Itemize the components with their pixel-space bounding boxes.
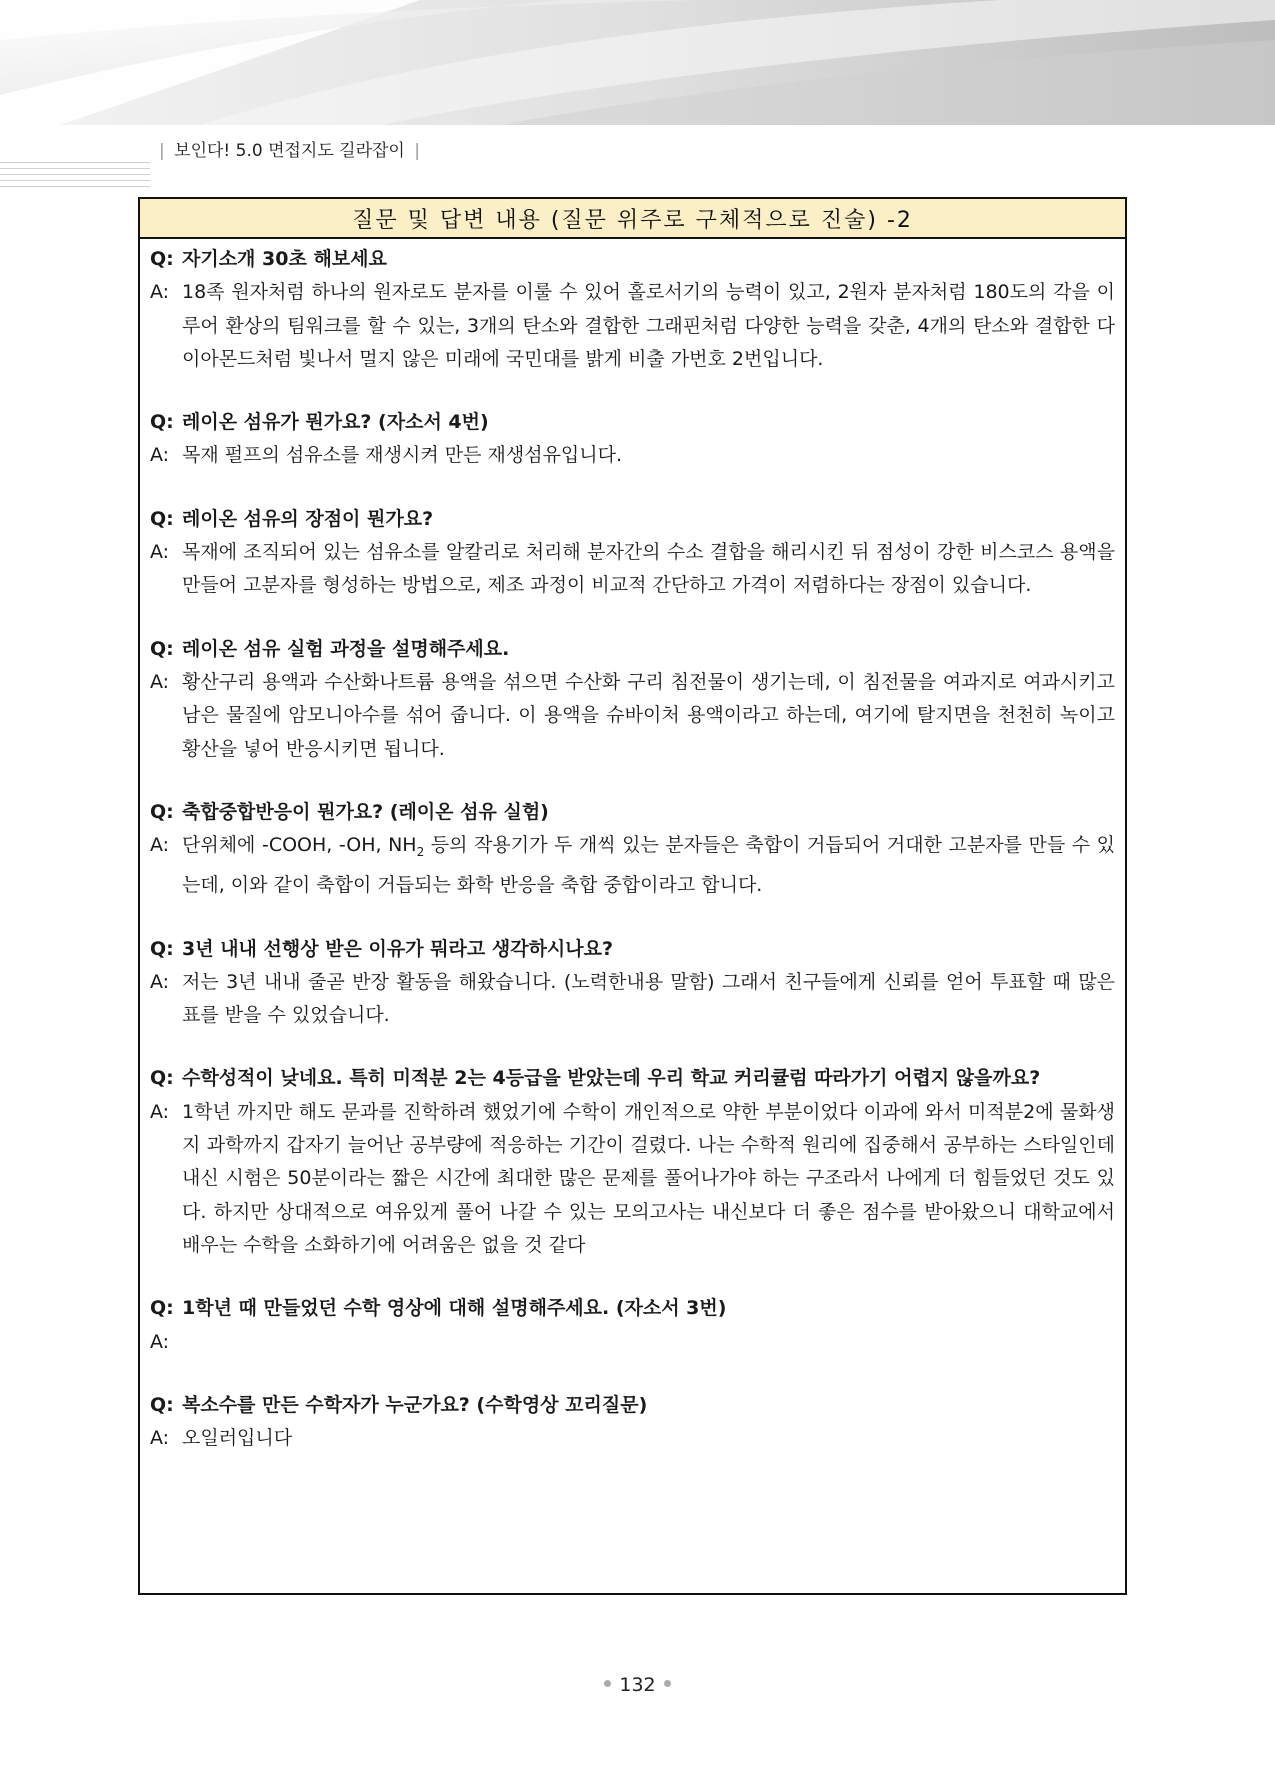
qa-item xyxy=(150,243,1115,376)
answer-subscript: 2 xyxy=(416,844,425,859)
question-text: 레이온 섬유의 장점이 뭔가요? xyxy=(182,507,434,530)
answer xyxy=(150,966,1115,1033)
answer-text xyxy=(182,1326,1115,1359)
answer-label: A: xyxy=(150,281,170,304)
answer-text-post: 등의 작용기가 두 개씩 있는 분자들은 축합이 거듭되어 거대한 고분자를 만들 수 있는데, 이와 같이 축합이 거듭되는 화학 반응을 축합 중합이라고 합니다. xyxy=(182,834,1116,897)
page-number xyxy=(0,1674,1275,1696)
question xyxy=(150,796,1115,829)
answer-label: A: xyxy=(150,670,170,693)
answer-text: 목재에 조직되어 있는 섬유소를 알칼리로 처리해 분자간의 수소 결합을 해리시킨 뒤 점성이 강한 비스코스 용액을 만들어 고분자를 형성하는 방법으로, 제조 과정이 비교적 간단하고 가격이 저렴하다는 장점이 있습니다. xyxy=(182,541,1115,597)
page-number-text: 132 xyxy=(619,1674,656,1696)
answer-text: 1학년 까지만 해도 문과를 진학하려 했었기에 수학이 개인적으로 약한 부분이었다 이과에 와서 미적분2에 물화생지 과학까지 갑자기 늘어난 공부량에 적응하는 기간이 걸렸다. 나는 수학적 원리에 집중해서 공부하는 스타일인데 내신 시험은 50분이라는 짧은 시간에 최대한 많은 문제를 풀어나가야 하는 구조라서 나에게 더 힘들었던 것도 있다. 하지만 상대적으로 여유있게 풀어 나갈 수 있는 모의고사는 내신보다 더 좋은 점수를 받아왔으니 대학교에서 배우는 수학을 소화하기에 어려움은 없을 것 같다 xyxy=(182,1100,1115,1256)
answer xyxy=(150,1422,1115,1455)
answer xyxy=(150,439,1115,472)
answer xyxy=(150,276,1115,376)
question-text: 복소수를 만든 수학자가 누군가요? (수학영상 꼬리질문) xyxy=(182,1393,648,1416)
question-text: 자기소개 30초 해보세요 xyxy=(182,248,387,270)
answer-text: 오일러입니다 xyxy=(182,1427,293,1450)
question-text: 수학성적이 낮네요. 특히 미적분 2는 4등급을 받았는데 우리 학교 커리큘럼 따라가기 어렵지 않을까요? xyxy=(182,1067,1041,1090)
qa-item xyxy=(150,1389,1115,1456)
question-label: Q: xyxy=(150,248,174,270)
answer xyxy=(150,536,1115,603)
question-label: Q: xyxy=(150,1393,174,1416)
question-label: Q: xyxy=(150,507,174,530)
answer-text-pre: 단위체에 -COOH, -OH, NH xyxy=(182,834,417,857)
question-label: Q: xyxy=(150,637,174,660)
answer xyxy=(150,829,1115,902)
header-decoration xyxy=(0,0,1275,125)
qa-item xyxy=(150,406,1115,473)
question-text: 3년 내내 선행상 받은 이유가 뭐라고 생각하시나요? xyxy=(182,937,614,960)
answer-text: 18족 원자처럼 하나의 원자로도 분자를 이룰 수 있어 홀로서기의 능력이 있고, 2원자 분자처럼 180도의 각을 이루어 환상의 팀워크를 할 수 있는, 3개의 탄소와 결합한 그래핀처럼 다양한 능력을 갖춘, 4개의 탄소와 결합한 다이아몬드처럼 빛나서 멀지 않은 미래에 국민대를 밝게 비출 가번호 2번입니다. xyxy=(182,281,1115,370)
qa-item xyxy=(150,796,1115,903)
answer-label: A: xyxy=(150,1427,170,1450)
answer xyxy=(150,1096,1115,1262)
answer-label: A: xyxy=(150,541,170,564)
qa-item xyxy=(150,1062,1115,1262)
question-label: Q: xyxy=(150,800,174,823)
question xyxy=(150,1389,1115,1422)
answer-text: 목재 펄프의 섬유소를 재생시켜 만든 재생섬유입니다. xyxy=(182,444,623,467)
question-text: 레이온 섬유가 뭔가요? (자소서 4번) xyxy=(182,411,489,434)
qa-item xyxy=(150,503,1115,603)
question xyxy=(150,406,1115,439)
question xyxy=(150,243,1115,276)
page-number-right-dot xyxy=(664,1680,671,1687)
running-head-title: 보인다! 5.0 면접지도 길라잡이 xyxy=(174,141,405,161)
question-text: 축합중합반응이 뭔가요? (레이온 섬유 실험) xyxy=(182,800,549,823)
answer-label: A: xyxy=(150,444,170,467)
question-label: Q: xyxy=(150,937,174,960)
qa-box xyxy=(138,197,1127,1595)
question-label: Q: xyxy=(150,411,174,434)
question xyxy=(150,633,1115,666)
running-head-left-bar: | xyxy=(159,141,165,161)
running-head-right-bar: | xyxy=(414,141,420,161)
answer-text xyxy=(182,829,1115,902)
answer-label: A: xyxy=(150,970,170,993)
answer-label: A: xyxy=(150,834,170,857)
answer-text: 황산구리 용액과 수산화나트륨 용액을 섞으면 수산화 구리 침전물이 생기는데, 이 침전물을 여과지로 여과시키고 남은 물질에 암모니아수를 섞어 줍니다. 이 용액을 슈바이처 용액이라고 하는데, 여기에 탈지면을 천천히 녹이고 황산을 넣어 반응시키면 됩니다. xyxy=(182,670,1115,760)
question-label: Q: xyxy=(150,1297,174,1320)
page-number-left-dot xyxy=(604,1680,611,1687)
qa-item xyxy=(150,1292,1115,1359)
qa-box-title: 질문 및 답변 내용 (질문 위주로 구체적으로 진술) -2 xyxy=(140,199,1125,239)
question-text: 1학년 때 만들었던 수학 영상에 대해 설명해주세요. (자소서 3번) xyxy=(182,1297,727,1320)
header-rule-lines xyxy=(0,162,150,202)
running-head xyxy=(155,136,424,161)
answer-label: A: xyxy=(150,1330,170,1353)
answer-label: A: xyxy=(150,1100,170,1123)
qa-content xyxy=(140,239,1125,1455)
qa-item xyxy=(150,933,1115,1033)
qa-item xyxy=(150,633,1115,766)
question xyxy=(150,933,1115,966)
question xyxy=(150,503,1115,536)
answer-text: 저는 3년 내내 줄곧 반장 활동을 해왔습니다. (노력한내용 말함) 그래서 친구들에게 신뢰를 얻어 투표할 때 많은 표를 받을 수 있었습니다. xyxy=(182,970,1115,1027)
question xyxy=(150,1062,1115,1095)
answer xyxy=(150,1326,1115,1359)
answer xyxy=(150,666,1115,766)
question-label: Q: xyxy=(150,1067,174,1090)
question xyxy=(150,1292,1115,1325)
question-text: 레이온 섬유 실험 과정을 설명해주세요. xyxy=(182,637,510,660)
